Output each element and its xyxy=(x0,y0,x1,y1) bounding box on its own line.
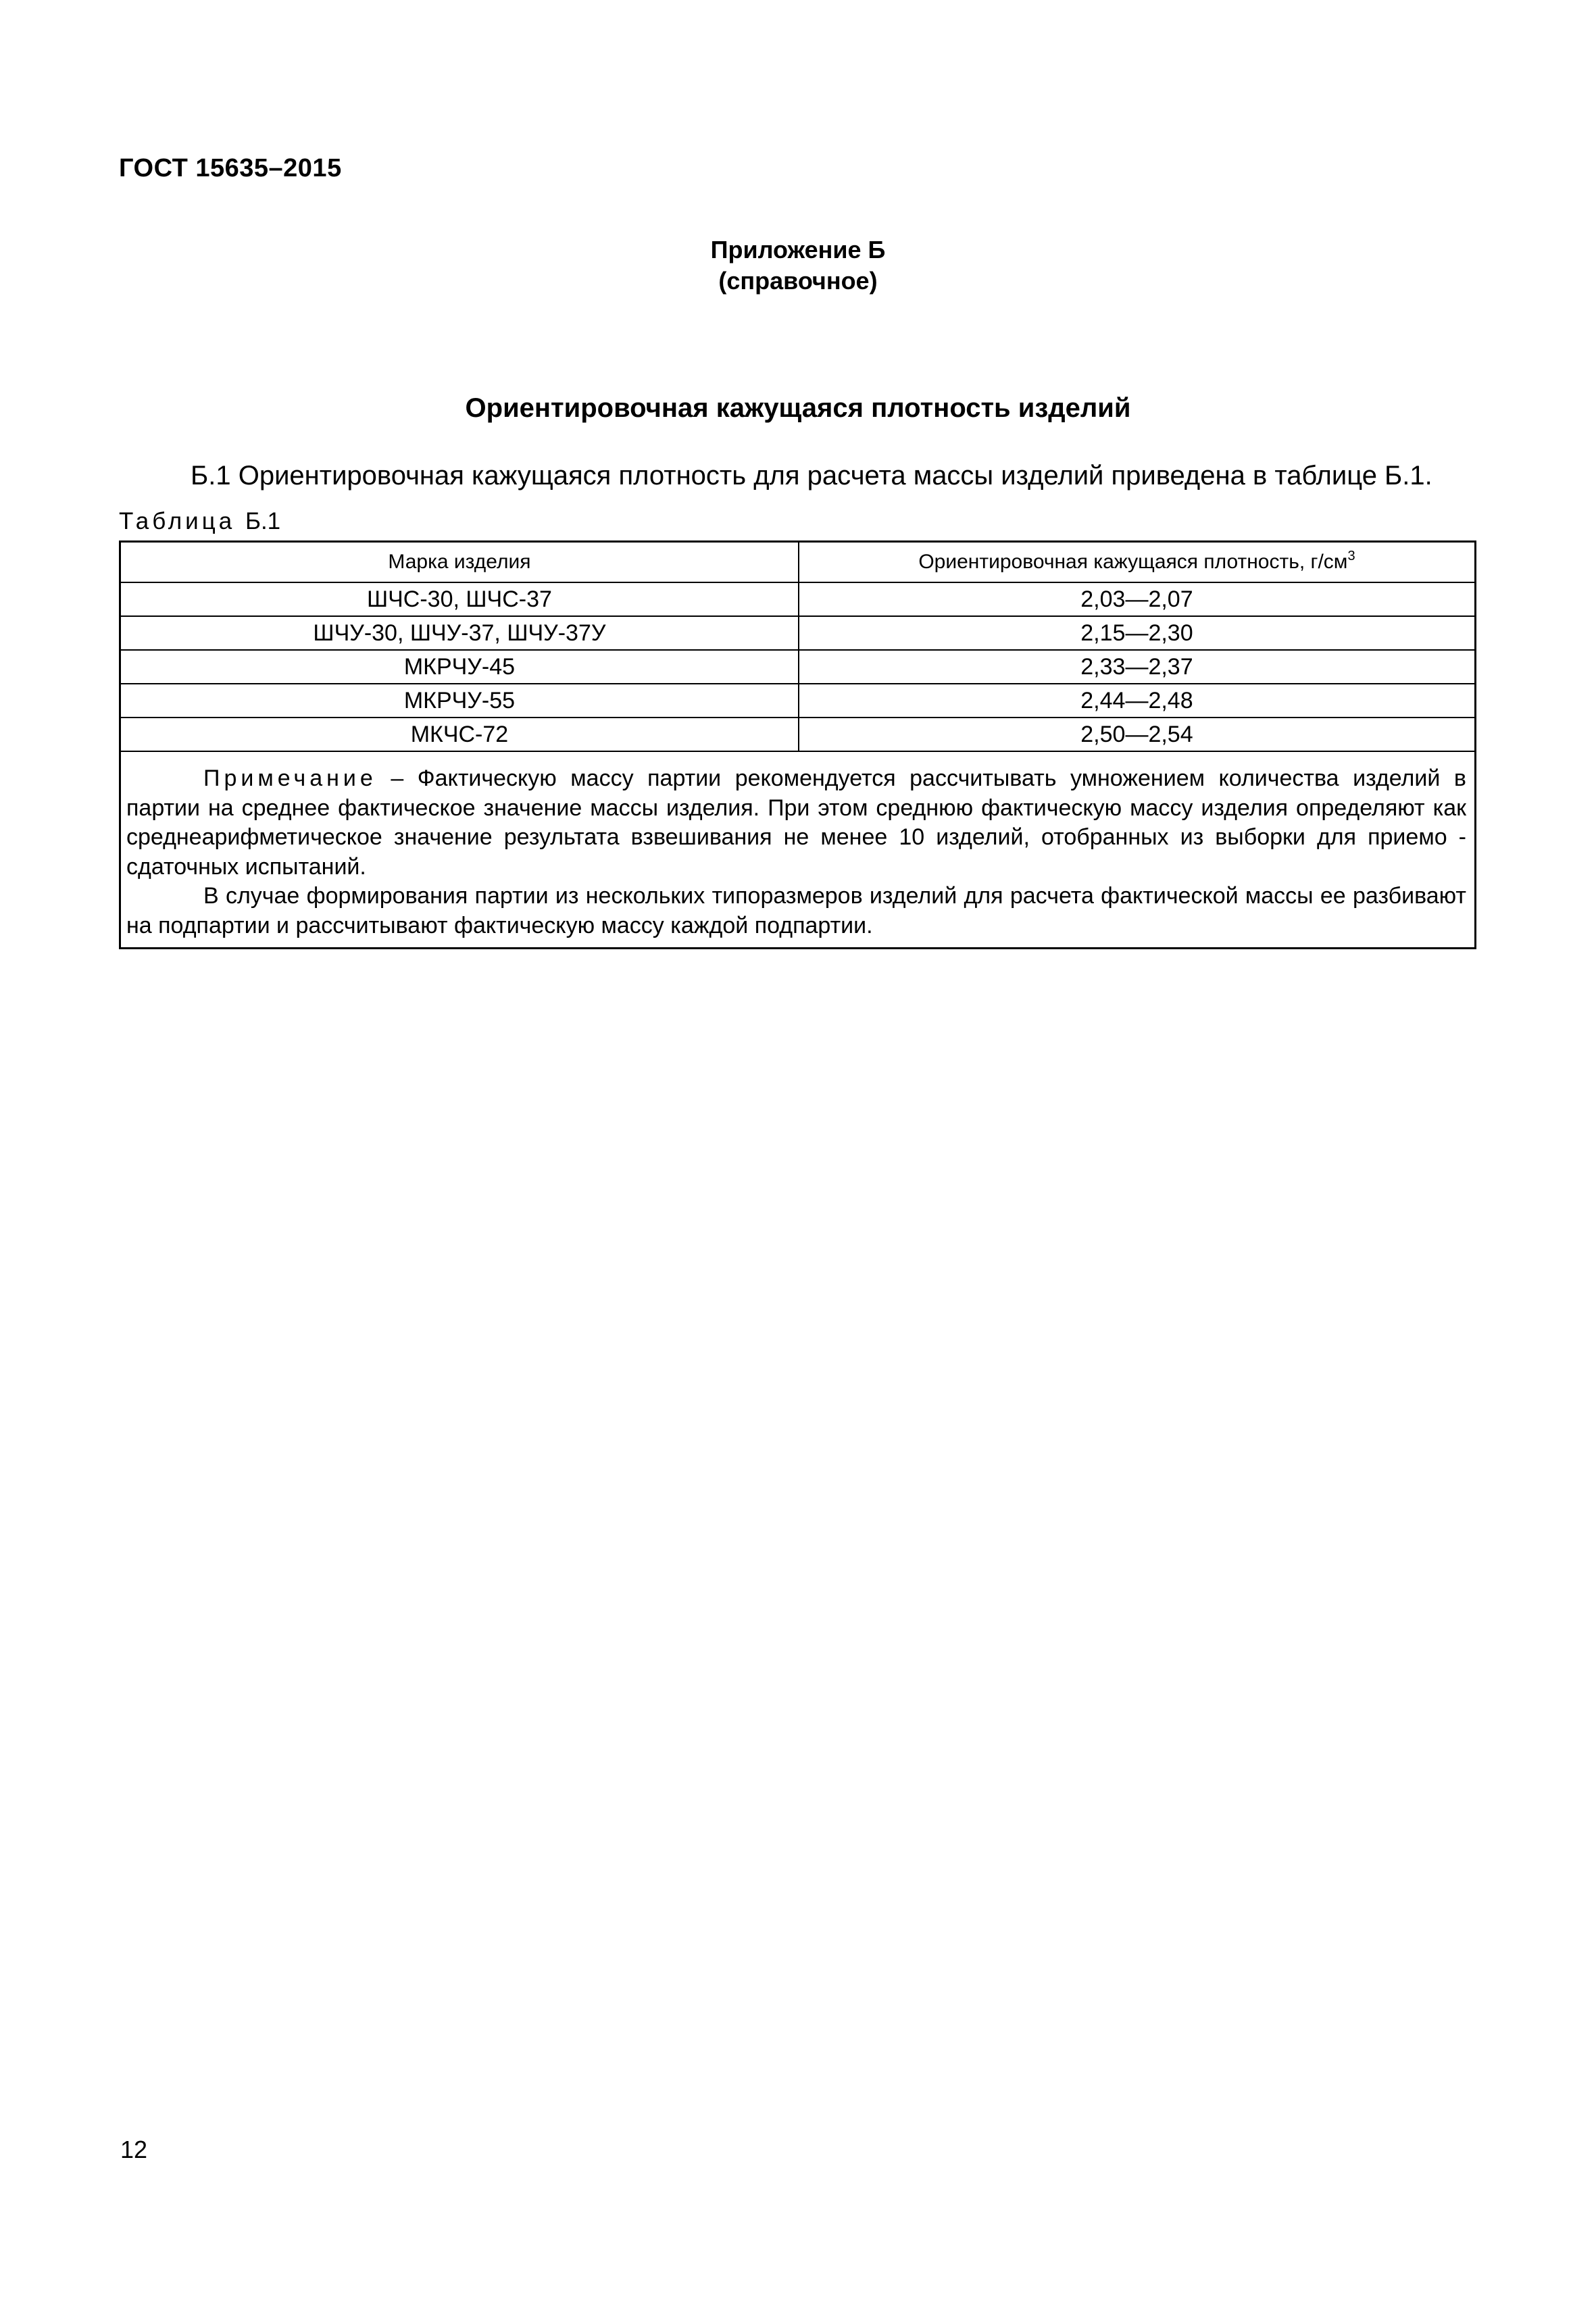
column-header-density xyxy=(799,542,1476,583)
note-label: Примечание xyxy=(203,765,377,791)
section-title: Ориентировочная кажущаяся плотность изделий xyxy=(465,393,1131,423)
cell-grade: МКРЧУ-55 xyxy=(120,684,799,718)
note-paragraph-1 xyxy=(126,764,1466,882)
appendix-title: Приложение Б xyxy=(710,236,886,263)
cell-density: 2,33—2,37 xyxy=(799,650,1476,684)
table-note xyxy=(120,751,1476,949)
table-caption-word: Таблица xyxy=(119,508,236,534)
column-header-grade: Марка изделия xyxy=(120,542,799,583)
table-note-row xyxy=(120,751,1476,949)
appendix-status: (справочное) xyxy=(718,267,878,295)
page-number: 12 xyxy=(120,2136,148,2163)
unit-superscript: 3 xyxy=(1347,549,1355,563)
cell-density: 2,50—2,54 xyxy=(799,718,1476,751)
table-caption-number: Б.1 xyxy=(245,508,281,534)
table-row xyxy=(120,582,1476,616)
cell-grade: МКЧС-72 xyxy=(120,718,799,751)
table-row xyxy=(120,684,1476,718)
cell-density: 2,15—2,30 xyxy=(799,616,1476,650)
table-row xyxy=(120,718,1476,751)
note-text-1: – Фактическую массу партии рекомендуется рассчитывать умножением количества изделий в партии на среднее фактическое значение массы изделия. При этом среднюю фактическую массу изделия определяют как среднеарифметическое значение результата взвешивания не менее 10 изделий, отобранных из выборки для приемо - сдаточных испытаний. xyxy=(126,765,1466,880)
table-header-row xyxy=(120,542,1476,583)
note-paragraph-2: В случае формирования партии из нескольких типоразмеров изделий для расчета фактической массы ее разбивают на подпартии и рассчитывают фактическую массу каждой подпартии. xyxy=(126,883,1466,938)
table-row xyxy=(120,616,1476,650)
document-code: ГОСТ 15635–2015 xyxy=(119,154,342,182)
cell-grade: МКРЧУ-45 xyxy=(120,650,799,684)
cell-grade: ШЧУ-30, ШЧУ-37, ШЧУ-37У xyxy=(120,616,799,650)
column-header-density-text: Ориентировочная кажущаяся плотность, г/см xyxy=(918,551,1348,573)
density-table xyxy=(119,540,1476,949)
appendix-heading xyxy=(0,234,1596,297)
intro-paragraph: Б.1 Ориентировочная кажущаяся плотность для расчета массы изделий приведена в таблице Б.1. xyxy=(191,461,1432,491)
cell-density: 2,44—2,48 xyxy=(799,684,1476,718)
cell-density: 2,03—2,07 xyxy=(799,582,1476,616)
cell-grade: ШЧС-30, ШЧС-37 xyxy=(120,582,799,616)
table-caption xyxy=(119,508,280,535)
table-row xyxy=(120,650,1476,684)
